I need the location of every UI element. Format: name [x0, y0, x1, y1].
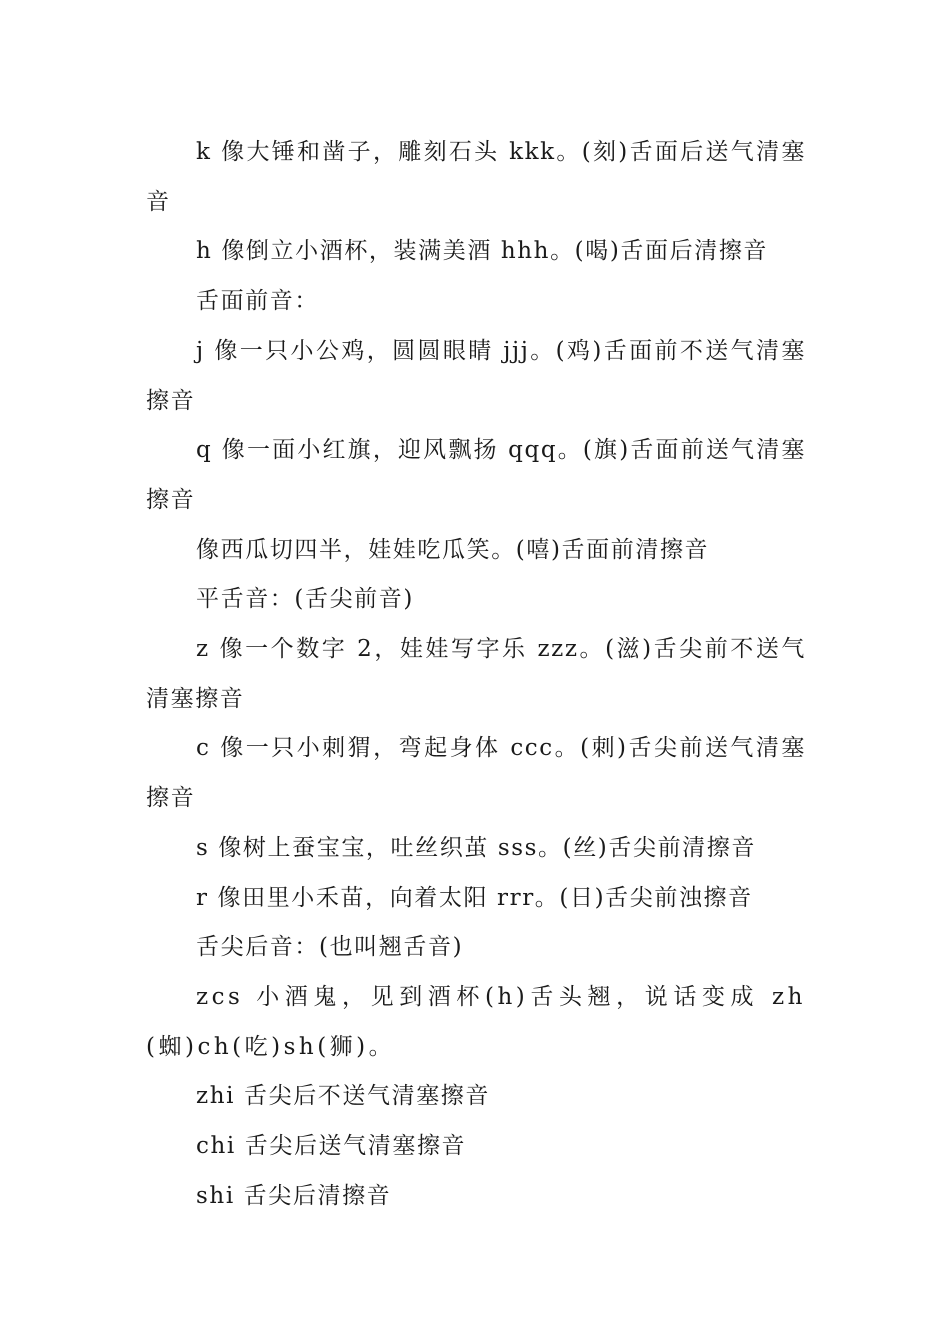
document-page: [146, 128, 806, 1221]
paragraph-shi: shi 舌尖后清擦音: [196, 1182, 392, 1209]
paragraph-q: q 像一面小红旗，迎风飘扬 qqq。(旗)舌面前送气清塞擦音: [146, 437, 806, 513]
paragraph-c: c 像一只小刺猬，弯起身体 ccc。(刺)舌尖前送气清塞擦音: [146, 735, 806, 812]
paragraph-z: z 像一个数字 2，娃娃写字乐 zzz。(滋)舌尖前不送气清塞擦音: [146, 636, 806, 712]
paragraph-j: j 像一只小公鸡，圆圆眼睛 jjj。(鸡)舌面前不送气清塞擦音: [146, 337, 806, 414]
heading-retroflex: 舌尖后音：(也叫翘舌音): [196, 934, 464, 961]
paragraph-h: h 像倒立小酒杯，装满美酒 hhh。(喝)舌面后清擦音: [196, 238, 769, 265]
paragraph-zcs: zcs 小酒鬼，见到酒杯(h)舌头翘，说话变成 zh(蜘)ch(吃)sh(狮)。: [146, 983, 806, 1060]
paragraph-chi: chi 舌尖后送气清塞擦音: [196, 1133, 467, 1160]
paragraph-zhi: zhi 舌尖后不送气清塞擦音: [196, 1083, 490, 1110]
heading-front-tongue: 舌面前音：: [196, 288, 319, 315]
paragraph-x: 像西瓜切四半，娃娃吃瓜笑。(嘻)舌面前清擦音: [196, 536, 710, 563]
paragraph-r: r 像田里小禾苗，向着太阳 rrr。(日)舌尖前浊擦音: [196, 884, 753, 911]
paragraph-s: s 像树上蚕宝宝，吐丝织茧 sss。(丝)舌尖前清擦音: [196, 834, 756, 861]
paragraph-k: k 像大锤和凿子，雕刻石头 kkk。(刻)舌面后送气清塞音: [146, 139, 806, 215]
heading-flat-tongue: 平舌音：(舌尖前音): [196, 586, 414, 613]
